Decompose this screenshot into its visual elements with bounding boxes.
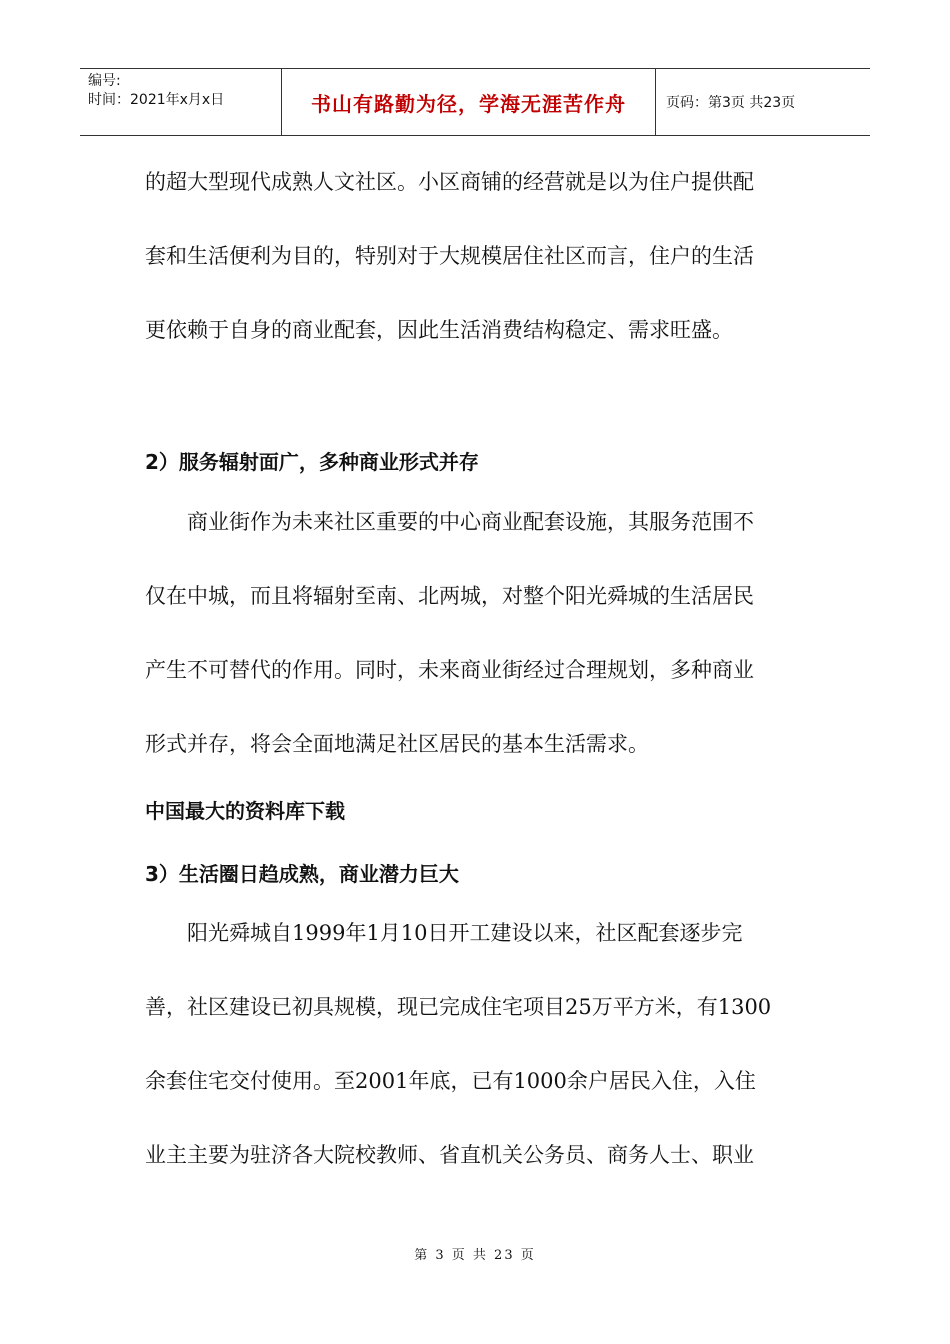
document-number-label: 编号: [88,73,121,89]
paragraph-line: 仅在中城，而且将辐射至南、北两城，对整个阳光舜城的生活居民 [145,584,754,608]
paragraph-line: 套和生活便利为目的，特别对于大规模居住社区而言，住户的生活 [145,244,754,268]
section-heading-2: 2）服务辐射面广，多种商业形式并存 [145,450,479,474]
header-motto: 书山有路勤为径，学海无涯苦作舟 [282,69,656,135]
paragraph-line: 商业街作为未来社区重要的中心商业配套设施，其服务范围不 [145,510,754,534]
page-footer: 第 3 页 共 23 页 [414,1248,536,1263]
promo-text: 中国最大的资料库下载 [145,799,345,823]
header-info-cell [80,69,282,135]
paragraph-line: 更依赖于自身的商业配套，因此生活消费结构稳定、需求旺盛。 [145,318,733,342]
paragraph-line: 的超大型现代成熟人文社区。小区商铺的经营就是以为住户提供配 [145,170,754,194]
paragraph-1 [145,163,810,385]
page-header [80,68,870,136]
paragraph-line: 形式并存，将会全面地满足社区居民的基本生活需求。 [145,732,649,756]
paragraph-line: 产生不可替代的作用。同时，未来商业街经过合理规划，多种商业 [145,658,754,682]
document-time-label: 时间：2021年x月x日 [88,92,225,108]
header-page-number: 页码：第3页 共23页 [666,95,796,111]
paragraph-line: 业主主要为驻济各大院校教师、省直机关公务员、商务人士、职业 [145,1143,754,1167]
paragraph-line: 阳光舜城自1999年1月10日开工建设以来，社区配套逐步完 [145,921,743,945]
paragraph-line: 余套住宅交付使用。至2001年底，已有1000余户居民入住，入住 [145,1069,756,1093]
paragraph-3 [145,914,810,1210]
paragraph-line: 善，社区建设已初具规模，现已完成住宅项目25万平方米，有1300 [145,995,772,1019]
section-heading-3: 3）生活圈日趋成熟，商业潜力巨大 [145,862,459,886]
paragraph-2 [145,503,810,799]
